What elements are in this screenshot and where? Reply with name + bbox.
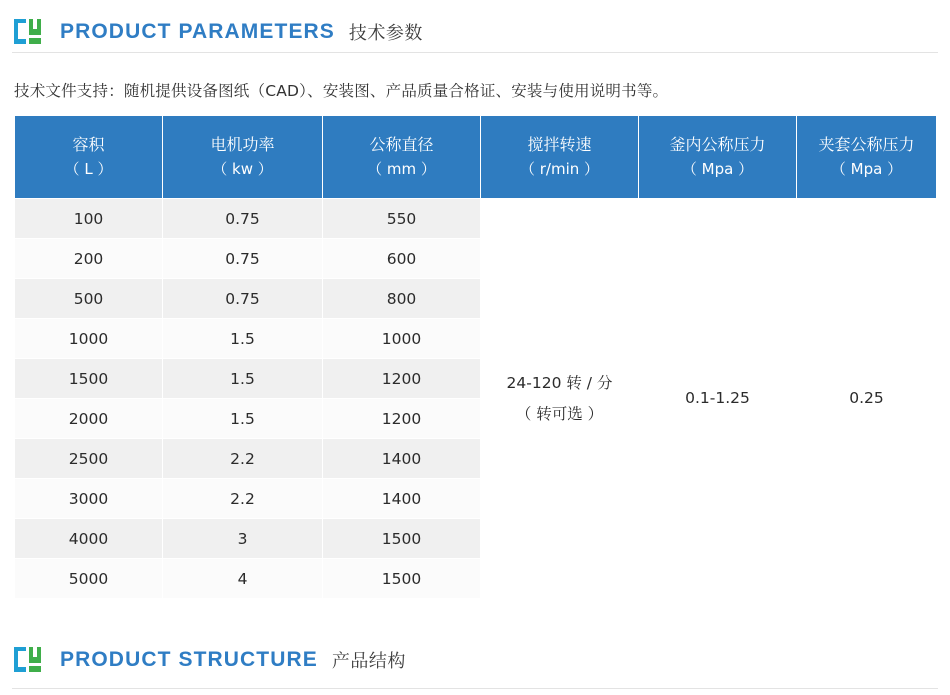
cell-jacket-pressure-merged: 0.25 <box>797 199 937 599</box>
cell-power: 1.5 <box>163 319 323 359</box>
col-header-jacket-pressure <box>797 116 937 199</box>
cell-diameter: 1500 <box>323 559 481 599</box>
table-header-row <box>15 116 937 199</box>
cell-volume: 1500 <box>15 359 163 399</box>
cell-power: 1.5 <box>163 359 323 399</box>
cell-power: 1.5 <box>163 399 323 439</box>
cell-diameter: 550 <box>323 199 481 239</box>
col-header-jacket-pressure-line2: （ Mpa ） <box>830 159 903 178</box>
stir-speed-line1: 24-120 转 / 分 <box>506 373 613 392</box>
section-title-cn: 技术参数 <box>348 23 423 44</box>
col-header-volume-line2: （ L ） <box>64 159 113 178</box>
section-divider-bottom <box>12 688 938 689</box>
cell-power: 2.2 <box>163 479 323 519</box>
col-header-volume <box>15 116 163 199</box>
cell-diameter: 1500 <box>323 519 481 559</box>
cell-volume: 200 <box>15 239 163 279</box>
cell-diameter: 1200 <box>323 359 481 399</box>
cell-inner-pressure-merged: 0.1-1.25 <box>639 199 797 599</box>
intro-text: 技术文件支持：随机提供设备图纸（CAD）、安装图、产品质量合格证、安装与使用说明书等。 <box>14 82 669 100</box>
section-header-structure <box>0 628 950 674</box>
cell-stir-speed-merged <box>481 199 639 599</box>
col-header-diameter-line2: （ mm ） <box>367 159 436 178</box>
col-header-power-line1: 电机功率 <box>210 134 275 154</box>
cell-volume: 5000 <box>15 559 163 599</box>
col-header-power <box>163 116 323 199</box>
cell-volume: 3000 <box>15 479 163 519</box>
col-header-power-line2: （ kw ） <box>212 159 273 178</box>
section-title-cn: 产品结构 <box>331 651 406 672</box>
table-header <box>15 116 937 199</box>
section-title-en: PRODUCT STRUCTURE <box>60 648 318 671</box>
col-header-inner-pressure-line2: （ Mpa ） <box>681 159 754 178</box>
cell-diameter: 1200 <box>323 399 481 439</box>
brand-logo-icon <box>12 17 46 47</box>
col-header-inner-pressure <box>639 116 797 199</box>
col-header-stir-speed-line1: 搅拌转速 <box>527 134 592 154</box>
col-header-diameter-line1: 公称直径 <box>369 134 434 154</box>
col-header-diameter <box>323 116 481 199</box>
brand-logo-icon <box>12 645 46 675</box>
cell-diameter: 800 <box>323 279 481 319</box>
cell-volume: 1000 <box>15 319 163 359</box>
cell-volume: 2000 <box>15 399 163 439</box>
cell-diameter: 1000 <box>323 319 481 359</box>
cell-diameter: 1400 <box>323 479 481 519</box>
parameters-table-wrapper <box>14 115 936 599</box>
cell-volume: 2500 <box>15 439 163 479</box>
col-header-volume-line1: 容积 <box>72 134 105 154</box>
col-header-stir-speed-line2: （ r/min ） <box>519 159 600 178</box>
cell-power: 2.2 <box>163 439 323 479</box>
section-title-en: PRODUCT PARAMETERS <box>60 20 335 43</box>
table-row <box>15 199 937 239</box>
section-divider-top <box>12 52 938 53</box>
cell-power: 4 <box>163 559 323 599</box>
col-header-jacket-pressure-line1: 夹套公称压力 <box>818 134 915 154</box>
cell-power: 0.75 <box>163 199 323 239</box>
cell-power: 3 <box>163 519 323 559</box>
parameters-table <box>14 115 937 599</box>
col-header-inner-pressure-line1: 釜内公称压力 <box>669 134 766 154</box>
cell-volume: 500 <box>15 279 163 319</box>
cell-diameter: 1400 <box>323 439 481 479</box>
stir-speed-line2: （ 转可选 ） <box>515 404 604 423</box>
cell-power: 0.75 <box>163 239 323 279</box>
section-header-parameters <box>0 0 950 46</box>
cell-volume: 4000 <box>15 519 163 559</box>
cell-power: 0.75 <box>163 279 323 319</box>
cell-diameter: 600 <box>323 239 481 279</box>
col-header-stir-speed <box>481 116 639 199</box>
cell-volume: 100 <box>15 199 163 239</box>
table-body <box>15 199 937 599</box>
